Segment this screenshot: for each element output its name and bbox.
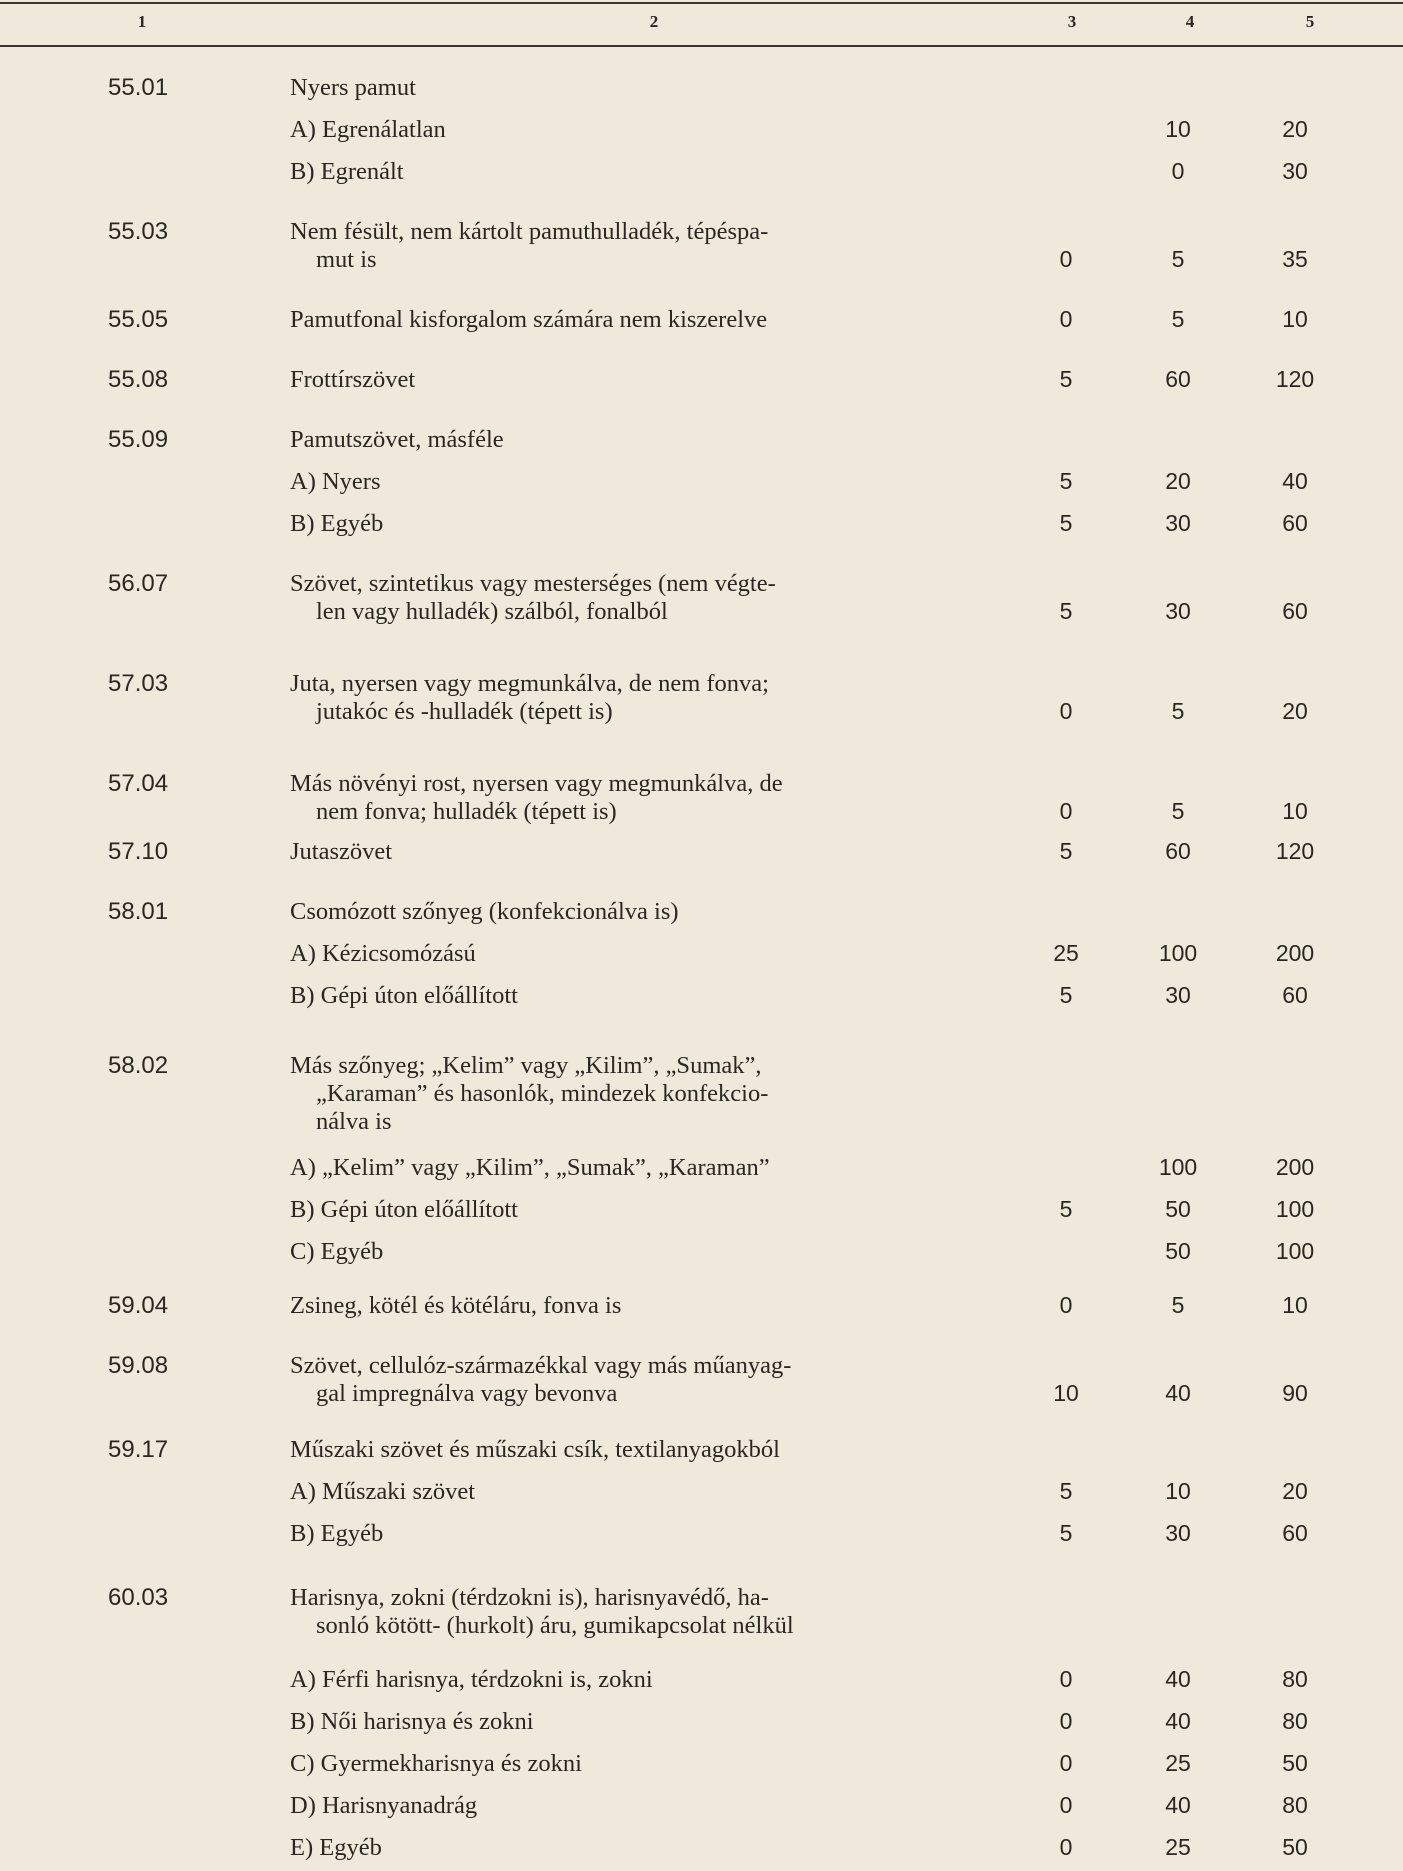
rate-c5: 35 (1282, 246, 1308, 272)
description-line: Pamutfonal kisforgalom számára nem kiszerelve (290, 306, 768, 333)
description-line: E) Egyéb (290, 1834, 382, 1861)
tariff-code: 55.09 (108, 426, 169, 453)
description-line: Zsineg, kötél és kötéláru, fonva is (290, 1292, 622, 1319)
item-description (290, 838, 990, 866)
tariff-code: 55.08 (108, 366, 169, 393)
rate-c3: 5 (1059, 838, 1073, 864)
item-description (290, 426, 990, 454)
description-line: A) Férfi harisnya, térdzokni is, zokni (290, 1666, 653, 1693)
item-description (290, 1292, 990, 1320)
rate-c5: 10 (1282, 1292, 1308, 1318)
rate-c5: 80 (1282, 1708, 1308, 1734)
item-description (290, 158, 990, 186)
tariff-code: 58.01 (108, 898, 169, 925)
rate-c3: 0 (1059, 1666, 1073, 1692)
column-header-4: 4 (1185, 12, 1195, 31)
description-line: Más szőnyeg; „Kelim” vagy „Kilim”, „Sumak”, (290, 1052, 762, 1079)
rate-c5: 20 (1282, 698, 1308, 724)
rate-c5: 200 (1275, 1154, 1315, 1180)
rate-c5: 80 (1282, 1666, 1308, 1692)
rate-c4: 20 (1165, 468, 1191, 494)
item-description (290, 1520, 990, 1548)
rate-c4: 50 (1165, 1238, 1191, 1264)
rate-c4: 60 (1165, 838, 1191, 864)
rate-c3: 10 (1053, 1380, 1079, 1406)
description-line: Más növényi rost, nyersen vagy megmunkálva, de (290, 770, 783, 797)
description-line: Pamutszövet, másféle (290, 426, 504, 453)
description-line: nálva is (316, 1108, 392, 1135)
description-line: nem fonva; hulladék (tépett is) (316, 798, 617, 825)
rate-c4: 100 (1158, 1154, 1198, 1180)
item-description (290, 770, 990, 826)
description-line: B) Egrenált (290, 158, 404, 185)
rate-c5: 100 (1275, 1196, 1315, 1222)
rate-c5: 50 (1282, 1750, 1308, 1776)
rate-c5: 20 (1282, 1478, 1308, 1504)
rate-c5: 10 (1282, 306, 1308, 332)
item-description (290, 1436, 990, 1464)
description-line: Nem fésült, nem kártolt pamuthulladék, tépéspa- (290, 218, 769, 245)
rate-c3: 0 (1059, 798, 1073, 824)
description-line: mut is (316, 246, 377, 273)
description-line: A) Műszaki szövet (290, 1478, 476, 1505)
rate-c4: 100 (1158, 940, 1198, 966)
tariff-code: 60.03 (108, 1584, 169, 1611)
rate-c3: 0 (1059, 246, 1073, 272)
item-description (290, 468, 990, 496)
header-rule (0, 45, 1403, 47)
column-header-1: 1 (137, 12, 147, 31)
rate-c5: 60 (1282, 510, 1308, 536)
tariff-code: 57.10 (108, 838, 169, 865)
column-header-2: 2 (649, 12, 659, 31)
tariff-code: 57.04 (108, 770, 169, 797)
description-line: sonló kötött- (hurkolt) áru, gumikapcsolat nélkül (316, 1612, 794, 1639)
tariff-code: 58.02 (108, 1052, 169, 1079)
rate-c5: 120 (1275, 366, 1315, 392)
rate-c4: 30 (1165, 598, 1191, 624)
item-description (290, 1238, 990, 1266)
description-line: B) Gépi úton előállított (290, 1196, 518, 1223)
item-description (290, 670, 990, 726)
item-description (290, 570, 990, 626)
rate-c3: 5 (1059, 468, 1073, 494)
tariff-code: 59.04 (108, 1292, 169, 1319)
rate-c5: 50 (1282, 1834, 1308, 1860)
item-description (290, 1834, 990, 1862)
tariff-code: 59.08 (108, 1352, 169, 1379)
rate-c3: 25 (1053, 940, 1079, 966)
column-header-3: 3 (1067, 12, 1077, 31)
item-description (290, 1478, 990, 1506)
rate-c4: 5 (1171, 1292, 1185, 1318)
rate-c5: 100 (1275, 1238, 1315, 1264)
description-line: len vagy hulladék) szálból, fonalból (316, 598, 668, 625)
column-header-5: 5 (1305, 12, 1315, 31)
description-line: A) Kézicsomózású (290, 940, 476, 967)
description-line: B) Női harisnya és zokni (290, 1708, 534, 1735)
rate-c3: 5 (1059, 1478, 1073, 1504)
item-description (290, 218, 990, 274)
item-description (290, 1052, 990, 1136)
description-line: Frottírszövet (290, 366, 416, 393)
rate-c5: 90 (1282, 1380, 1308, 1406)
tariff-code: 56.07 (108, 570, 169, 597)
rate-c4: 50 (1165, 1196, 1191, 1222)
rate-c4: 10 (1165, 1478, 1191, 1504)
description-line: gal impregnálva vagy bevonva (316, 1380, 618, 1407)
rate-c5: 60 (1282, 982, 1308, 1008)
rate-c4: 40 (1165, 1792, 1191, 1818)
item-description (290, 1584, 990, 1640)
description-line: B) Egyéb (290, 510, 384, 537)
rate-c3: 0 (1059, 698, 1073, 724)
rate-c5: 20 (1282, 116, 1308, 142)
rate-c5: 80 (1282, 1792, 1308, 1818)
rate-c3: 5 (1059, 366, 1073, 392)
item-description (290, 898, 990, 926)
description-line: C) Gyermekharisnya és zokni (290, 1750, 582, 1777)
rate-c4: 60 (1165, 366, 1191, 392)
tariff-code: 55.03 (108, 218, 169, 245)
description-line: B) Egyéb (290, 1520, 384, 1547)
item-description (290, 1666, 990, 1694)
description-line: Juta, nyersen vagy megmunkálva, de nem fonva; (290, 670, 769, 697)
item-description (290, 366, 990, 394)
description-line: Szövet, szintetikus vagy mesterséges (nem végte- (290, 570, 776, 597)
rate-c5: 30 (1282, 158, 1308, 184)
item-description (290, 510, 990, 538)
description-line: D) Harisnyanadrág (290, 1792, 478, 1819)
description-line: Jutaszövet (290, 838, 393, 865)
description-line: Műszaki szövet és műszaki csík, textilanyagokból (290, 1436, 780, 1463)
item-description (290, 116, 990, 144)
description-line: Csomózott szőnyeg (konfekcionálva is) (290, 898, 679, 925)
rate-c4: 5 (1171, 246, 1185, 272)
top-rule (0, 2, 1403, 4)
item-description (290, 982, 990, 1010)
rate-c3: 5 (1059, 598, 1073, 624)
item-description (290, 1154, 990, 1182)
tariff-code: 55.01 (108, 74, 169, 101)
rate-c5: 10 (1282, 798, 1308, 824)
tariff-code: 57.03 (108, 670, 169, 697)
item-description (290, 74, 990, 102)
rate-c4: 30 (1165, 510, 1191, 536)
rate-c5: 40 (1282, 468, 1308, 494)
rate-c4: 30 (1165, 1520, 1191, 1546)
rate-c5: 200 (1275, 940, 1315, 966)
rate-c4: 5 (1171, 698, 1185, 724)
description-line: A) Nyers (290, 468, 381, 495)
rate-c3: 0 (1059, 1792, 1073, 1818)
description-line: Nyers pamut (290, 74, 416, 101)
rate-c3: 0 (1059, 1292, 1073, 1318)
item-description (290, 1352, 990, 1408)
description-line: Szövet, cellulóz-származékkal vagy más műanyag- (290, 1352, 792, 1379)
item-description (290, 306, 990, 334)
description-line: B) Gépi úton előállított (290, 982, 518, 1009)
item-description (290, 1196, 990, 1224)
rate-c4: 0 (1171, 158, 1185, 184)
rate-c4: 30 (1165, 982, 1191, 1008)
rate-c3: 0 (1059, 1834, 1073, 1860)
description-line: „Karaman” és hasonlók, mindezek konfekcio- (316, 1080, 769, 1107)
rate-c3: 0 (1059, 1750, 1073, 1776)
tariff-code: 59.17 (108, 1436, 169, 1463)
rate-c3: 5 (1059, 982, 1073, 1008)
item-description (290, 1792, 990, 1820)
description-line: C) Egyéb (290, 1238, 384, 1265)
rate-c4: 10 (1165, 116, 1191, 142)
rate-c3: 5 (1059, 1196, 1073, 1222)
item-description (290, 1708, 990, 1736)
description-line: A) Egrenálatlan (290, 116, 446, 143)
description-line: Harisnya, zokni (térdzokni is), harisnyavédő, ha- (290, 1584, 769, 1611)
rate-c4: 25 (1165, 1834, 1191, 1860)
rate-c3: 0 (1059, 306, 1073, 332)
item-description (290, 1750, 990, 1778)
rate-c4: 40 (1165, 1708, 1191, 1734)
rate-c4: 5 (1171, 306, 1185, 332)
rate-c4: 40 (1165, 1666, 1191, 1692)
rate-c3: 0 (1059, 1708, 1073, 1734)
rate-c4: 5 (1171, 798, 1185, 824)
rate-c3: 5 (1059, 510, 1073, 536)
description-line: jutakóc és -hulladék (tépett is) (316, 698, 613, 725)
rate-c4: 25 (1165, 1750, 1191, 1776)
rate-c4: 40 (1165, 1380, 1191, 1406)
tariff-code: 55.05 (108, 306, 169, 333)
rate-c5: 60 (1282, 598, 1308, 624)
rate-c5: 120 (1275, 838, 1315, 864)
description-line: A) „Kelim” vagy „Kilim”, „Sumak”, „Karaman” (290, 1154, 770, 1181)
item-description (290, 940, 990, 968)
rate-c3: 5 (1059, 1520, 1073, 1546)
rate-c5: 60 (1282, 1520, 1308, 1546)
